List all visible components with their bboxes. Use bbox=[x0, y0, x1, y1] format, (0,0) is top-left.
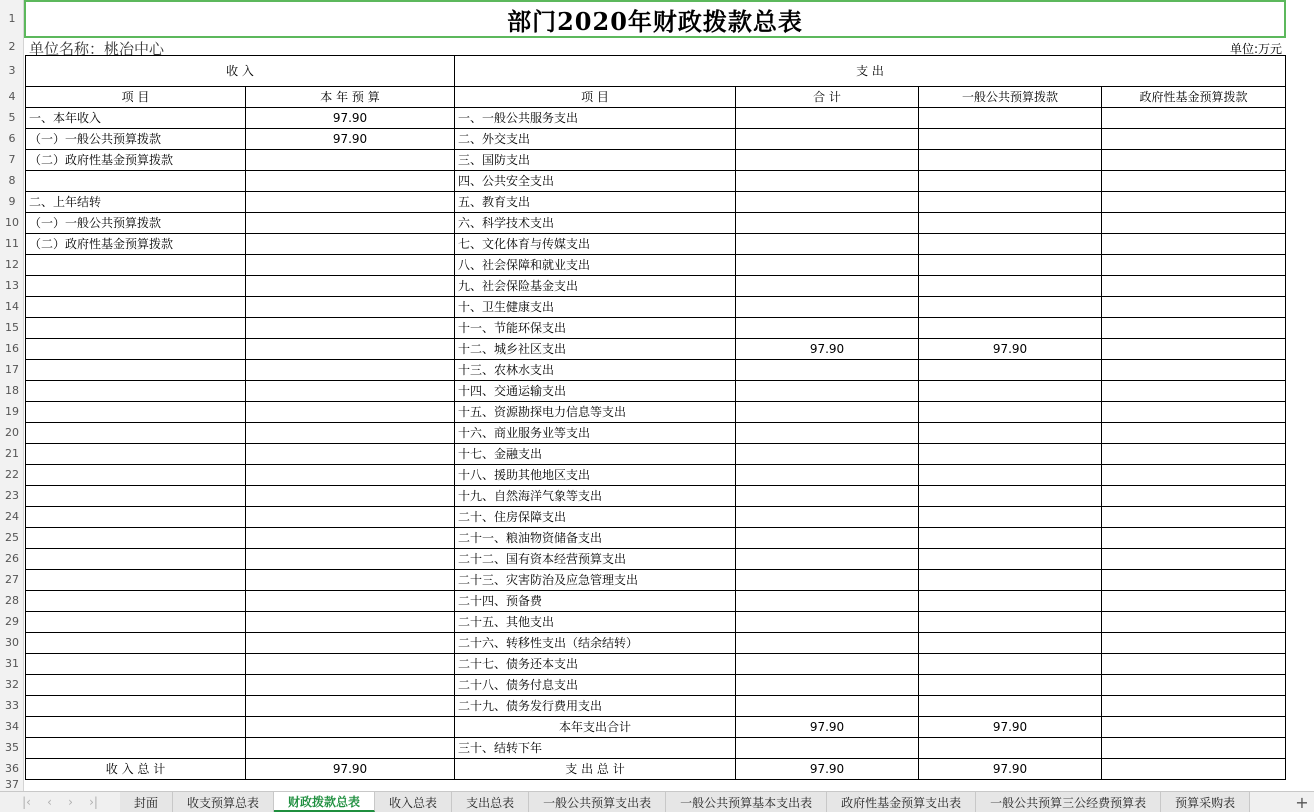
income-item-cell[interactable]: （一）一般公共预算拨款 bbox=[26, 213, 246, 234]
plus-icon[interactable]: + bbox=[1295, 792, 1309, 812]
general-budget-cell[interactable] bbox=[919, 192, 1102, 213]
gov-fund-cell[interactable] bbox=[1102, 129, 1286, 150]
income-item-cell[interactable] bbox=[26, 339, 246, 360]
income-item-cell[interactable] bbox=[26, 738, 246, 759]
general-budget-cell[interactable] bbox=[919, 675, 1102, 696]
expense-item-cell[interactable]: 二十一、粮油物资储备支出 bbox=[455, 528, 736, 549]
col-header-item2[interactable]: 项 目 bbox=[455, 87, 736, 108]
row-number[interactable]: 11 bbox=[5, 237, 19, 250]
income-item-cell[interactable] bbox=[26, 717, 246, 738]
expense-total-cell[interactable] bbox=[736, 297, 919, 318]
budget-table bbox=[25, 55, 1286, 780]
expense-item-cell[interactable]: 二十七、债务还本支出 bbox=[455, 654, 736, 675]
income-budget-cell[interactable] bbox=[246, 360, 455, 381]
row-number[interactable]: 5 bbox=[8, 111, 16, 124]
income-budget-cell[interactable] bbox=[246, 507, 455, 528]
row-number[interactable]: 6 bbox=[8, 132, 16, 145]
expense-total-cell[interactable] bbox=[736, 507, 919, 528]
table-row bbox=[26, 696, 1286, 717]
table-row bbox=[26, 465, 1286, 486]
gov-fund-cell[interactable] bbox=[1102, 528, 1286, 549]
expense-total-cell[interactable] bbox=[736, 549, 919, 570]
row-number[interactable]: 19 bbox=[5, 405, 19, 418]
expense-item-cell[interactable]: 一、一般公共服务支出 bbox=[455, 108, 736, 129]
sheet-tab[interactable]: 一般公共预算支出表 bbox=[529, 792, 666, 812]
col-header-item[interactable]: 项 目 bbox=[26, 87, 246, 108]
gov-fund-cell[interactable] bbox=[1102, 213, 1286, 234]
general-budget-cell[interactable] bbox=[919, 591, 1102, 612]
income-budget-cell[interactable] bbox=[246, 381, 455, 402]
expense-item-cell[interactable]: 三十、结转下年 bbox=[455, 738, 736, 759]
expense-item-cell[interactable]: 二十五、其他支出 bbox=[455, 612, 736, 633]
expense-item-cell[interactable]: 七、文化体育与传媒支出 bbox=[455, 234, 736, 255]
row-number[interactable]: 2 bbox=[8, 40, 16, 53]
gov-fund-cell[interactable] bbox=[1102, 255, 1286, 276]
income-item-cell[interactable] bbox=[26, 486, 246, 507]
general-budget-cell[interactable] bbox=[919, 318, 1102, 339]
general-budget-cell[interactable] bbox=[919, 150, 1102, 171]
income-budget-cell[interactable] bbox=[246, 234, 455, 255]
expense-item-cell[interactable]: 二、外交支出 bbox=[455, 129, 736, 150]
expense-item-cell[interactable]: 十四、交通运输支出 bbox=[455, 381, 736, 402]
col-header-this-year-budget[interactable]: 本 年 预 算 bbox=[246, 87, 455, 108]
expense-item-cell[interactable]: 十、卫生健康支出 bbox=[455, 297, 736, 318]
income-item-cell[interactable]: （二）政府性基金预算拨款 bbox=[26, 150, 246, 171]
expense-total-cell[interactable] bbox=[736, 612, 919, 633]
sheet-tab[interactable]: 一般公共预算基本支出表 bbox=[666, 792, 827, 812]
row-number[interactable]: 15 bbox=[5, 321, 19, 334]
expense-item-cell[interactable]: 二十九、债务发行费用支出 bbox=[455, 696, 736, 717]
empty-row-37[interactable] bbox=[24, 778, 1314, 791]
expense-total-cell[interactable] bbox=[736, 276, 919, 297]
general-budget-cell[interactable] bbox=[919, 423, 1102, 444]
expense-total-cell[interactable]: 97.90 bbox=[736, 759, 919, 780]
expense-total-cell[interactable] bbox=[736, 528, 919, 549]
unit-label: 单位:万元 bbox=[1229, 42, 1282, 56]
general-budget-cell[interactable] bbox=[919, 486, 1102, 507]
table-row bbox=[26, 108, 1286, 129]
income-budget-cell[interactable] bbox=[246, 612, 455, 633]
income-budget-cell[interactable] bbox=[246, 528, 455, 549]
row-number[interactable]: 7 bbox=[8, 153, 16, 166]
gov-fund-cell[interactable] bbox=[1102, 381, 1286, 402]
expense-total-cell[interactable] bbox=[736, 570, 919, 591]
expense-item-cell[interactable]: 十七、金融支出 bbox=[455, 444, 736, 465]
sheet-nav-buttons bbox=[0, 792, 120, 812]
gov-fund-cell[interactable] bbox=[1102, 150, 1286, 171]
expense-total-cell[interactable] bbox=[736, 360, 919, 381]
income-item-cell[interactable] bbox=[26, 612, 246, 633]
gov-fund-cell[interactable] bbox=[1102, 633, 1286, 654]
expense-item-cell[interactable]: 十一、节能环保支出 bbox=[455, 318, 736, 339]
expense-total-cell[interactable] bbox=[736, 318, 919, 339]
general-budget-cell[interactable] bbox=[919, 738, 1102, 759]
income-item-cell[interactable] bbox=[26, 507, 246, 528]
gov-fund-cell[interactable] bbox=[1102, 234, 1286, 255]
expense-item-cell[interactable]: 三、国防支出 bbox=[455, 150, 736, 171]
income-item-cell[interactable]: 收 入 总 计 bbox=[26, 759, 246, 780]
header-row-2 bbox=[26, 87, 1286, 108]
table-row bbox=[26, 717, 1286, 738]
general-budget-cell[interactable] bbox=[919, 528, 1102, 549]
table-row bbox=[26, 129, 1286, 150]
prev-sheet-icon[interactable]: ‹ bbox=[47, 795, 52, 809]
income-budget-cell[interactable] bbox=[246, 444, 455, 465]
table-row bbox=[26, 360, 1286, 381]
income-item-cell[interactable] bbox=[26, 570, 246, 591]
row-number[interactable]: 34 bbox=[5, 720, 19, 733]
general-budget-cell[interactable] bbox=[919, 633, 1102, 654]
row-number[interactable]: 29 bbox=[5, 615, 19, 628]
gov-fund-cell[interactable] bbox=[1102, 549, 1286, 570]
table-row bbox=[26, 255, 1286, 276]
expense-total-cell[interactable] bbox=[736, 171, 919, 192]
next-sheet-icon[interactable]: › bbox=[68, 795, 73, 809]
general-budget-cell[interactable] bbox=[919, 507, 1102, 528]
income-item-cell[interactable]: （一）一般公共预算拨款 bbox=[26, 129, 246, 150]
expense-item-cell[interactable]: 十五、资源勘探电力信息等支出 bbox=[455, 402, 736, 423]
table-row bbox=[26, 192, 1286, 213]
expense-item-cell[interactable]: 八、社会保障和就业支出 bbox=[455, 255, 736, 276]
table-row bbox=[26, 633, 1286, 654]
gov-fund-cell[interactable] bbox=[1102, 738, 1286, 759]
general-budget-cell[interactable] bbox=[919, 654, 1102, 675]
general-budget-cell[interactable] bbox=[919, 213, 1102, 234]
gov-fund-cell[interactable] bbox=[1102, 654, 1286, 675]
table-row bbox=[26, 654, 1286, 675]
income-item-cell[interactable] bbox=[26, 255, 246, 276]
income-item-cell[interactable] bbox=[26, 297, 246, 318]
expense-item-cell[interactable]: 二十三、灾害防治及应急管理支出 bbox=[455, 570, 736, 591]
table-row bbox=[26, 507, 1286, 528]
row-number[interactable]: 16 bbox=[5, 342, 19, 355]
expense-item-cell[interactable]: 九、社会保险基金支出 bbox=[455, 276, 736, 297]
income-item-cell[interactable] bbox=[26, 528, 246, 549]
expense-item-cell[interactable]: 支 出 总 计 bbox=[455, 759, 736, 780]
table-row bbox=[26, 402, 1286, 423]
unit-name: 单位名称：桃冶中心 bbox=[29, 40, 165, 58]
general-budget-cell[interactable]: 97.90 bbox=[919, 717, 1102, 738]
general-budget-cell[interactable] bbox=[919, 255, 1102, 276]
expense-item-cell[interactable]: 十六、商业服务业等支出 bbox=[455, 423, 736, 444]
expense-item-cell[interactable]: 二十、住房保障支出 bbox=[455, 507, 736, 528]
table-row bbox=[26, 759, 1286, 780]
row-number[interactable]: 36 bbox=[5, 762, 19, 775]
row-number[interactable]: 31 bbox=[5, 657, 19, 670]
sheet-tab[interactable]: 政府性基金预算支出表 bbox=[827, 792, 976, 812]
row-number[interactable]: 25 bbox=[5, 531, 19, 544]
page-title: 部门2020年财政拨款总表 bbox=[507, 6, 803, 36]
expense-total-cell[interactable] bbox=[736, 444, 919, 465]
gov-fund-cell[interactable] bbox=[1102, 402, 1286, 423]
row-number[interactable]: 13 bbox=[5, 279, 19, 292]
income-budget-cell[interactable]: 97.90 bbox=[246, 129, 455, 150]
gov-fund-cell[interactable] bbox=[1102, 171, 1286, 192]
income-item-cell[interactable]: （二）政府性基金预算拨款 bbox=[26, 234, 246, 255]
sheet-tab[interactable]: 收入总表 bbox=[375, 792, 452, 812]
expense-total-cell[interactable] bbox=[736, 654, 919, 675]
gov-fund-cell[interactable] bbox=[1102, 360, 1286, 381]
income-budget-cell[interactable] bbox=[246, 486, 455, 507]
gov-fund-cell[interactable] bbox=[1102, 675, 1286, 696]
income-budget-cell[interactable] bbox=[246, 339, 455, 360]
gov-fund-cell[interactable] bbox=[1102, 423, 1286, 444]
expense-item-cell[interactable]: 十三、农林水支出 bbox=[455, 360, 736, 381]
income-item-cell[interactable] bbox=[26, 171, 246, 192]
general-budget-cell[interactable] bbox=[919, 108, 1102, 129]
expense-header[interactable]: 支 出 bbox=[455, 56, 1286, 87]
income-item-cell[interactable] bbox=[26, 381, 246, 402]
expense-item-cell[interactable]: 二十二、国有资本经营预算支出 bbox=[455, 549, 736, 570]
row-number[interactable]: 24 bbox=[5, 510, 19, 523]
expense-total-cell[interactable] bbox=[736, 696, 919, 717]
gov-fund-cell[interactable] bbox=[1102, 612, 1286, 633]
expense-total-cell[interactable] bbox=[736, 465, 919, 486]
sheet-tab[interactable]: 财政拨款总表 bbox=[274, 792, 375, 812]
income-budget-cell[interactable] bbox=[246, 591, 455, 612]
expense-total-cell[interactable] bbox=[736, 591, 919, 612]
header-row-1 bbox=[26, 56, 1286, 87]
table-row bbox=[26, 297, 1286, 318]
expense-total-cell[interactable] bbox=[736, 108, 919, 129]
general-budget-cell[interactable] bbox=[919, 549, 1102, 570]
income-budget-cell[interactable] bbox=[246, 549, 455, 570]
table-row bbox=[26, 591, 1286, 612]
income-budget-cell[interactable] bbox=[246, 675, 455, 696]
col-header-total[interactable]: 合 计 bbox=[736, 87, 919, 108]
income-budget-cell[interactable] bbox=[246, 738, 455, 759]
gov-fund-cell[interactable] bbox=[1102, 696, 1286, 717]
sheet-tab[interactable]: 一般公共预算三公经费预算表 bbox=[976, 792, 1161, 812]
row-number[interactable]: 26 bbox=[5, 552, 19, 565]
gov-fund-cell[interactable] bbox=[1102, 465, 1286, 486]
table-row bbox=[26, 339, 1286, 360]
income-item-cell[interactable] bbox=[26, 318, 246, 339]
gov-fund-cell[interactable] bbox=[1102, 444, 1286, 465]
sheet-tab[interactable]: 收支预算总表 bbox=[173, 792, 274, 812]
income-item-cell[interactable] bbox=[26, 591, 246, 612]
income-budget-cell[interactable] bbox=[246, 297, 455, 318]
gov-fund-cell[interactable] bbox=[1102, 570, 1286, 591]
income-budget-cell[interactable]: 97.90 bbox=[246, 108, 455, 129]
row-number[interactable]: 3 bbox=[8, 64, 16, 77]
expense-item-cell[interactable]: 五、教育支出 bbox=[455, 192, 736, 213]
expense-item-cell[interactable]: 十八、援助其他地区支出 bbox=[455, 465, 736, 486]
gov-fund-cell[interactable] bbox=[1102, 276, 1286, 297]
general-budget-cell[interactable] bbox=[919, 297, 1102, 318]
expense-item-cell[interactable]: 十九、自然海洋气象等支出 bbox=[455, 486, 736, 507]
income-budget-cell[interactable] bbox=[246, 717, 455, 738]
general-budget-cell[interactable] bbox=[919, 444, 1102, 465]
income-item-cell[interactable] bbox=[26, 675, 246, 696]
income-budget-cell[interactable] bbox=[246, 192, 455, 213]
income-budget-cell[interactable] bbox=[246, 150, 455, 171]
sheet-tab-bar bbox=[0, 791, 1314, 812]
row-number[interactable]: 33 bbox=[5, 699, 19, 712]
expense-total-cell[interactable] bbox=[736, 423, 919, 444]
general-budget-cell[interactable]: 97.90 bbox=[919, 759, 1102, 780]
income-item-cell[interactable] bbox=[26, 549, 246, 570]
table-row bbox=[26, 444, 1286, 465]
row-number[interactable]: 23 bbox=[5, 489, 19, 502]
expense-item-cell[interactable]: 六、科学技术支出 bbox=[455, 213, 736, 234]
income-item-cell[interactable] bbox=[26, 465, 246, 486]
income-item-cell[interactable] bbox=[26, 696, 246, 717]
table-row bbox=[26, 171, 1286, 192]
expense-item-cell[interactable]: 十二、城乡社区支出 bbox=[455, 339, 736, 360]
row-number[interactable]: 32 bbox=[5, 678, 19, 691]
row-number[interactable]: 9 bbox=[8, 195, 16, 208]
sheet-tabs bbox=[120, 792, 1250, 812]
income-budget-cell[interactable] bbox=[246, 633, 455, 654]
income-budget-cell[interactable] bbox=[246, 465, 455, 486]
general-budget-cell[interactable] bbox=[919, 696, 1102, 717]
expense-item-cell[interactable]: 本年支出合计 bbox=[455, 717, 736, 738]
table-row bbox=[26, 528, 1286, 549]
table-row bbox=[26, 318, 1286, 339]
table-row bbox=[26, 234, 1286, 255]
row-number[interactable]: 37 bbox=[5, 778, 19, 791]
table-row bbox=[26, 675, 1286, 696]
first-sheet-icon[interactable]: |‹ bbox=[22, 795, 31, 809]
gov-fund-cell[interactable] bbox=[1102, 486, 1286, 507]
row-number[interactable]: 28 bbox=[5, 594, 19, 607]
income-item-cell[interactable] bbox=[26, 360, 246, 381]
table-row bbox=[26, 570, 1286, 591]
row-number[interactable]: 27 bbox=[5, 573, 19, 586]
col-header-gov-fund[interactable]: 政府性基金预算拨款 bbox=[1102, 87, 1286, 108]
expense-item-cell[interactable]: 二十八、债务付息支出 bbox=[455, 675, 736, 696]
row-number[interactable]: 30 bbox=[5, 636, 19, 649]
income-item-cell[interactable] bbox=[26, 654, 246, 675]
income-item-cell[interactable] bbox=[26, 423, 246, 444]
general-budget-cell[interactable]: 97.90 bbox=[919, 339, 1102, 360]
expense-total-cell[interactable]: 97.90 bbox=[736, 717, 919, 738]
expense-total-cell[interactable]: 97.90 bbox=[736, 339, 919, 360]
expense-total-cell[interactable] bbox=[736, 486, 919, 507]
col-header-general-budget[interactable]: 一般公共预算拨款 bbox=[919, 87, 1102, 108]
row-number[interactable]: 4 bbox=[8, 90, 16, 103]
income-budget-cell[interactable] bbox=[246, 255, 455, 276]
income-budget-cell[interactable]: 97.90 bbox=[246, 759, 455, 780]
gov-fund-cell[interactable] bbox=[1102, 339, 1286, 360]
table-row bbox=[26, 213, 1286, 234]
expense-total-cell[interactable] bbox=[736, 402, 919, 423]
income-budget-cell[interactable] bbox=[246, 570, 455, 591]
sheet-tab[interactable]: 封面 bbox=[120, 792, 173, 812]
gov-fund-cell[interactable] bbox=[1102, 717, 1286, 738]
row-number[interactable]: 35 bbox=[5, 741, 19, 754]
income-budget-cell[interactable] bbox=[246, 276, 455, 297]
row-number[interactable]: 1 bbox=[8, 12, 16, 25]
row-number[interactable]: 20 bbox=[5, 426, 19, 439]
income-item-cell[interactable]: 一、本年收入 bbox=[26, 108, 246, 129]
income-item-cell[interactable] bbox=[26, 444, 246, 465]
income-budget-cell[interactable] bbox=[246, 696, 455, 717]
gov-fund-cell[interactable] bbox=[1102, 591, 1286, 612]
general-budget-cell[interactable] bbox=[919, 402, 1102, 423]
gov-fund-cell[interactable] bbox=[1102, 759, 1286, 780]
general-budget-cell[interactable] bbox=[919, 129, 1102, 150]
expense-total-cell[interactable] bbox=[736, 150, 919, 171]
income-item-cell[interactable] bbox=[26, 633, 246, 654]
table-row bbox=[26, 150, 1286, 171]
expense-total-cell[interactable] bbox=[736, 255, 919, 276]
income-budget-cell[interactable] bbox=[246, 423, 455, 444]
income-header[interactable]: 收 入 bbox=[26, 56, 455, 87]
last-sheet-icon[interactable]: ›| bbox=[89, 795, 98, 809]
table-row bbox=[26, 486, 1286, 507]
expense-total-cell[interactable] bbox=[736, 213, 919, 234]
income-budget-cell[interactable] bbox=[246, 402, 455, 423]
row-number[interactable]: 10 bbox=[5, 216, 19, 229]
table-row bbox=[26, 423, 1286, 444]
expense-total-cell[interactable] bbox=[736, 192, 919, 213]
table-row bbox=[26, 738, 1286, 759]
expense-item-cell[interactable]: 二十六、转移性支出（结余结转） bbox=[455, 633, 736, 654]
table-row bbox=[26, 276, 1286, 297]
expense-total-cell[interactable] bbox=[736, 675, 919, 696]
table-row bbox=[26, 549, 1286, 570]
row-number[interactable]: 8 bbox=[8, 174, 16, 187]
general-budget-cell[interactable] bbox=[919, 171, 1102, 192]
gov-fund-cell[interactable] bbox=[1102, 507, 1286, 528]
general-budget-cell[interactable] bbox=[919, 234, 1102, 255]
income-item-cell[interactable] bbox=[26, 402, 246, 423]
table-row bbox=[26, 612, 1286, 633]
sheet-tab[interactable]: 支出总表 bbox=[452, 792, 529, 812]
row-number[interactable]: 18 bbox=[5, 384, 19, 397]
general-budget-cell[interactable] bbox=[919, 612, 1102, 633]
gov-fund-cell[interactable] bbox=[1102, 192, 1286, 213]
general-budget-cell[interactable] bbox=[919, 465, 1102, 486]
row-number[interactable]: 12 bbox=[5, 258, 19, 271]
expense-total-cell[interactable] bbox=[736, 381, 919, 402]
gov-fund-cell[interactable] bbox=[1102, 297, 1286, 318]
income-item-cell[interactable]: 二、上年结转 bbox=[26, 192, 246, 213]
expense-total-cell[interactable] bbox=[736, 234, 919, 255]
general-budget-cell[interactable] bbox=[919, 570, 1102, 591]
row-number[interactable]: 17 bbox=[5, 363, 19, 376]
general-budget-cell[interactable] bbox=[919, 381, 1102, 402]
expense-total-cell[interactable] bbox=[736, 633, 919, 654]
gov-fund-cell[interactable] bbox=[1102, 108, 1286, 129]
general-budget-cell[interactable] bbox=[919, 360, 1102, 381]
row-number[interactable]: 22 bbox=[5, 468, 19, 481]
income-budget-cell[interactable] bbox=[246, 654, 455, 675]
sheet-tab[interactable]: 预算采购表 bbox=[1161, 792, 1250, 812]
income-budget-cell[interactable] bbox=[246, 171, 455, 192]
table-row bbox=[26, 381, 1286, 402]
expense-item-cell[interactable]: 四、公共安全支出 bbox=[455, 171, 736, 192]
row-number[interactable]: 14 bbox=[5, 300, 19, 313]
general-budget-cell[interactable] bbox=[919, 276, 1102, 297]
income-item-cell[interactable] bbox=[26, 276, 246, 297]
income-budget-cell[interactable] bbox=[246, 318, 455, 339]
expense-total-cell[interactable] bbox=[736, 129, 919, 150]
expense-item-cell[interactable]: 二十四、预备费 bbox=[455, 591, 736, 612]
income-budget-cell[interactable] bbox=[246, 213, 455, 234]
gov-fund-cell[interactable] bbox=[1102, 318, 1286, 339]
expense-total-cell[interactable] bbox=[736, 738, 919, 759]
row-number[interactable]: 21 bbox=[5, 447, 19, 460]
title-cell[interactable] bbox=[24, 0, 1286, 38]
